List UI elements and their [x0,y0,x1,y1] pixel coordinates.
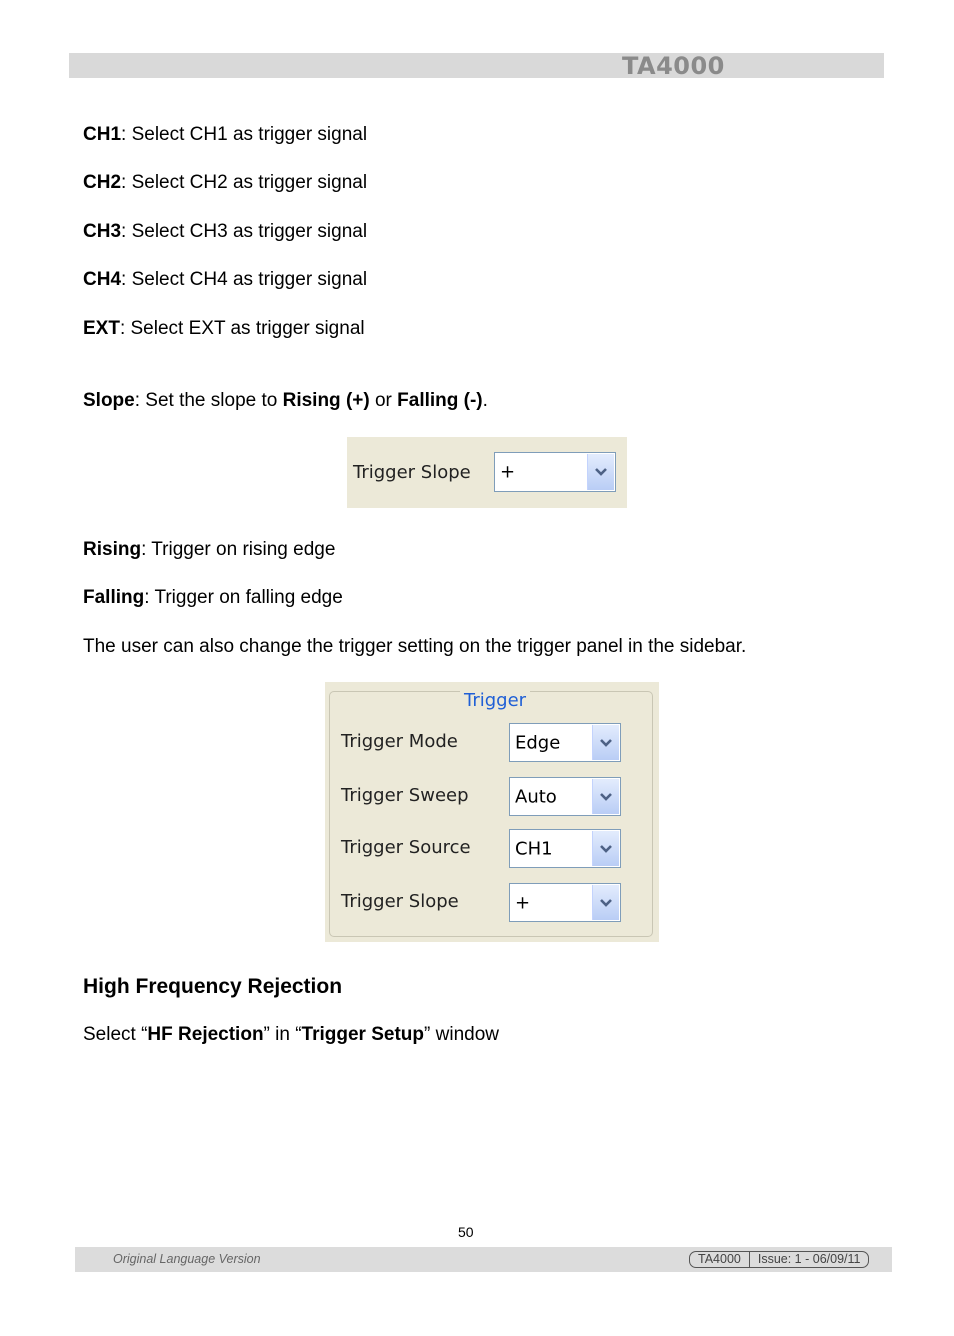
chevron-down-icon [599,792,613,802]
rising-option: Rising (+) [282,390,370,411]
trigger-source-value: CH1 [515,838,553,859]
trigger-source-label: Trigger Source [341,837,471,858]
desc-ch3: : Select CH3 as trigger signal [121,221,368,242]
chevron-down-icon [599,898,613,908]
chevron-down-icon [594,467,608,477]
trigger-slope-dialog [347,437,627,508]
footer-issue: Issue: 1 - 06/09/11 [757,1252,861,1266]
trigger-source-select[interactable] [509,829,621,868]
hf-text-1: Select “ [83,1024,148,1045]
dropdown-button[interactable] [587,454,614,490]
trigger-setup-term: Trigger Setup [301,1024,425,1045]
section-heading: High Frequency Rejection [83,975,343,998]
slope-text-2: or [369,390,398,411]
term-ext: EXT [83,318,120,339]
slope-text-3: . [482,390,488,411]
trigger-slope-value: + [500,461,516,483]
slope-term: Slope [83,390,135,411]
rising-term: Rising [83,539,142,560]
chevron-down-icon [599,844,613,854]
trigger-slope-select[interactable] [509,883,621,922]
sidebar-note: The user can also change the trigger setting on the trigger panel in the sidebar. [83,636,747,657]
hf-rejection-term: HF Rejection [147,1024,264,1045]
chevron-down-icon [599,738,613,748]
trigger-panel-title: Trigger [460,691,530,711]
term-ch2: CH2 [83,172,122,193]
source-ext [83,317,365,341]
footer-language: Original Language Version [113,1252,261,1266]
falling-description [83,586,343,610]
source-ch1 [83,123,367,147]
trigger-mode-select[interactable] [509,723,621,762]
trigger-sweep-value: Auto [515,786,557,807]
term-ch1: CH1 [83,124,122,145]
footer-model: TA4000 [698,1252,741,1266]
trigger-panel [325,682,659,942]
falling-term: Falling [83,587,145,608]
dropdown-button[interactable] [592,885,619,920]
dropdown-button[interactable] [592,831,619,866]
page-number: 50 [458,1224,474,1240]
trigger-mode-label: Trigger Mode [341,731,458,752]
trigger-sweep-select[interactable] [509,777,621,816]
slope-description [83,389,488,413]
falling-text: : Trigger on falling edge [144,587,343,608]
desc-ch4: : Select CH4 as trigger signal [121,269,368,290]
trigger-slope-label: Trigger Slope [353,462,471,483]
hf-text-3: ” window [424,1024,499,1045]
hf-text-2: ” in “ [263,1024,302,1045]
rising-description [83,538,335,562]
header-title: TA4000 [622,52,725,80]
source-ch3 [83,220,367,244]
trigger-sweep-label: Trigger Sweep [341,785,469,806]
desc-ch1: : Select CH1 as trigger signal [121,124,368,145]
source-ch4 [83,268,367,292]
trigger-slope-value: + [515,892,531,913]
falling-option: Falling (-) [397,390,483,411]
slope-text-1: : Set the slope to [134,390,283,411]
header-bar [69,53,884,78]
term-ch3: CH3 [83,221,122,242]
rising-text: : Trigger on rising edge [141,539,336,560]
source-ch2 [83,171,367,195]
footer-bar [75,1247,892,1272]
desc-ch2: : Select CH2 as trigger signal [121,172,368,193]
trigger-mode-value: Edge [515,732,561,753]
desc-ext: : Select EXT as trigger signal [119,318,365,339]
term-ch4: CH4 [83,269,122,290]
trigger-slope-label: Trigger Slope [341,891,459,912]
footer-doc-info [689,1251,869,1268]
trigger-slope-select[interactable] [494,452,616,492]
dropdown-button[interactable] [592,779,619,814]
hf-instruction [83,1023,499,1047]
dropdown-button[interactable] [592,725,619,760]
